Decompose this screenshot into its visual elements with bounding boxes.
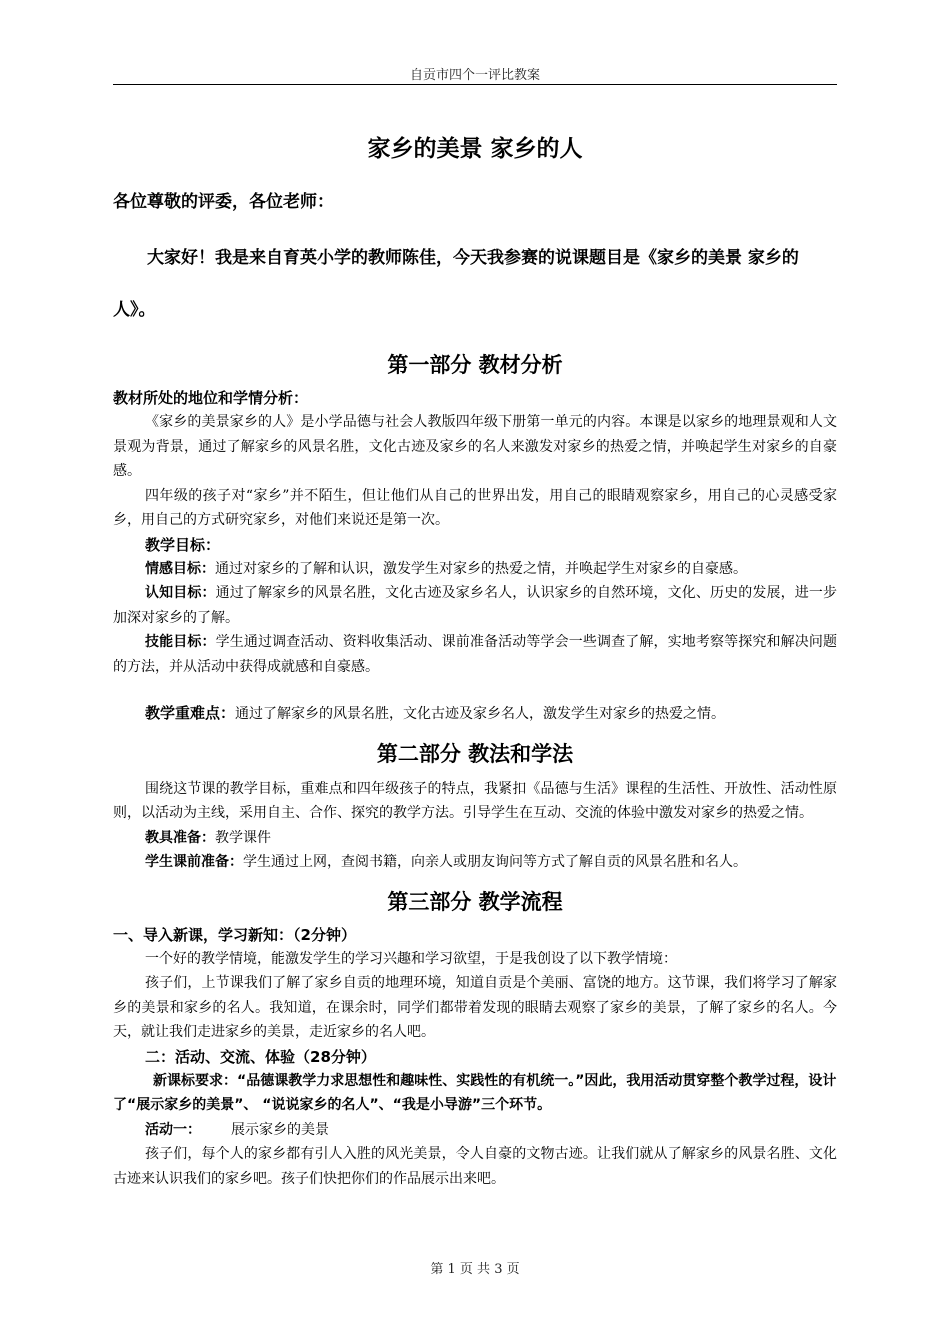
goal-skill <box>113 630 837 679</box>
spacer <box>113 679 837 701</box>
teaching-tools-label: 教具准备： <box>145 829 215 846</box>
part1-paragraph-1: 《家乡的美景家乡的人》是小学品德与社会人教版四年级下册第一单元的内容。本课是以家乡的地理景观和人文景观为背景，通过了解家乡的风景名胜，文化古迹及家乡的名人来激发对家乡的热爱之情，并唤起学生对家乡的自豪感。 <box>113 414 837 479</box>
part1-subheading-goals: 教学目标： <box>145 535 221 554</box>
page-footer: 第 1 页 共 3 页 <box>430 1262 520 1277</box>
goal-emotion-label: 情感目标： <box>145 560 215 577</box>
part1-paragraph-2: 四年级的孩子对“家乡”并不陌生，但让他们从自己的世界出发，用自己的眼睛观察家乡，用自己的心灵感受家乡，用自己的方式研究家乡，对他们来说还是第一次。 <box>113 487 837 528</box>
goal-cognition-label: 认知目标： <box>145 585 216 601</box>
greeting: 各位尊敬的评委，各位老师： <box>113 192 334 212</box>
activity1-heading <box>113 1118 837 1143</box>
goal-emotion <box>113 557 837 582</box>
goal-emotion-text: 通过对家乡的了解和认识，激发学生对家乡的热爱之情，并唤起学生对家乡的自豪感。 <box>215 560 747 577</box>
step1-paragraph-2: 孩子们，上节课我们了解了家乡自贡的地理环境，知道自贡是个美丽、富饶的地方。这节课，我们将学习了解家乡的美景和家乡的名人。我知道，在课余时，同学们都带着发现的眼睛去观察了家乡的美景，了解了家乡的名人。今天，就让我们走进家乡的美景，走近家乡的名人吧。 <box>113 975 837 1040</box>
part3-heading: 第三部分 教学流程 <box>387 889 563 914</box>
key-points <box>113 701 837 727</box>
activity1-label: 活动一： <box>145 1121 201 1138</box>
teaching-tools-text: 教学课件 <box>215 829 271 846</box>
teaching-tools <box>113 826 837 851</box>
student-prep <box>113 850 837 875</box>
student-prep-label: 学生课前准备： <box>145 854 243 870</box>
goal-cognition-text: 通过了解家乡的风景名胜，文化古迹及家乡名人，认识家乡的自然环境，文化、历史的发展，进一步加深对家乡的了解。 <box>113 585 837 626</box>
student-prep-text: 学生通过上网，查阅书籍，向亲人或朋友询问等方式了解自贡的风景名胜和名人。 <box>243 854 747 870</box>
page-header: 自贡市四个一评比教案 <box>409 68 540 83</box>
goal-skill-text: 学生通过调查活动、资料收集活动、课前准备活动等学会一些调查了解，实地考察等探究和解决问题的方法，并从活动中获得成就感和自豪感。 <box>113 634 837 675</box>
part1-subheading-position: 教材所处的地位和学情分析： <box>113 389 309 407</box>
step2-paragraph-1: 新课标要求：“品德课教学力求思想性和趣味性、实践性的有机统一。”因此，我用活动贯穿整个教学过程，设计了“展示家乡的美景”、 “说说家乡的名人”、“我是小导游”三个环节。 <box>113 1072 837 1113</box>
step1-heading: 一、导入新课，学习新知：（2分钟） <box>113 925 356 944</box>
document-title: 家乡的美景 家乡的人 <box>367 136 583 162</box>
document-body <box>113 132 837 1191</box>
goal-cognition <box>113 581 837 630</box>
key-points-label: 教学重难点： <box>145 704 236 722</box>
activity1-paragraph: 孩子们，每个人的家乡都有引人入胜的风光美景，令人自豪的文物古迹。让我们就从了解家乡的风景名胜、文化古迹来认识我们的家乡吧。孩子们快把你们的作品展示出来吧。 <box>113 1146 837 1187</box>
part2-heading: 第二部分 教法和学法 <box>376 741 574 766</box>
part2-paragraph-1: 围绕这节课的教学目标，重难点和四年级孩子的特点，我紧扣《品德与生活》课程的生活性、开放性、活动性原则，以活动为主线，采用自主、合作、探究的教学方法。引导学生在互动、交流的体验中激发对家乡的热爱之情。 <box>113 780 837 821</box>
goal-skill-label: 技能目标： <box>145 634 216 650</box>
part1-heading: 第一部分 教材分析 <box>387 353 563 377</box>
header-rule <box>113 84 837 85</box>
step2-heading: 二：活动、交流、体验（28分钟） <box>145 1047 376 1066</box>
activity1-title: 展示家乡的美景 <box>231 1121 329 1138</box>
intro-paragraph: 大家好！我是来自育英小学的教师陈佳，今天我参赛的说课题目是《家乡的美景 家乡的人》。 <box>113 248 799 320</box>
step1-paragraph-1: 一个好的教学情境，能激发学生的学习兴趣和学习欲望，于是我创设了以下教学情境： <box>145 950 677 967</box>
key-points-text: 通过了解家乡的风景名胜，文化古迹及家乡名人，激发学生对家乡的热爱之情。 <box>235 706 726 722</box>
